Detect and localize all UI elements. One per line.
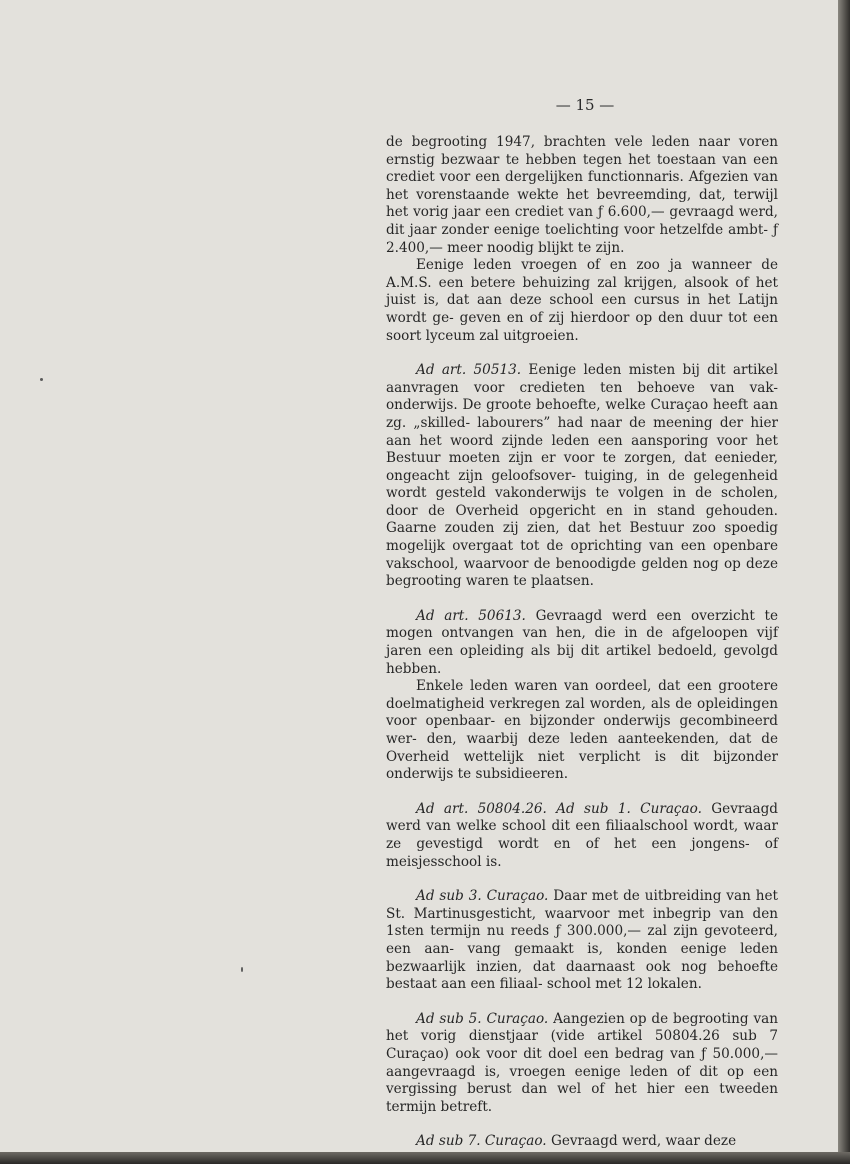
paragraph-begrooting-1947 — [386, 134, 778, 257]
paragraph-text: Gevraagd werd van welke school dit een filiaalschool wordt, waar ze gevestigd wordt en of het een jongens- of meisjesschool is. — [386, 800, 778, 870]
paragraph-sub3 — [386, 888, 778, 994]
paragraph-art-50513 — [386, 362, 778, 591]
scan-edge-right — [838, 0, 850, 1164]
body-text — [386, 134, 778, 1151]
paragraph-ams — [386, 257, 778, 345]
paragraph-art-50613 — [386, 608, 778, 678]
article-reference: Ad art. 50613. — [416, 607, 526, 624]
page-number: — 15 — — [555, 96, 615, 114]
paragraph-enkele-leden — [386, 678, 778, 784]
paper-speck — [40, 378, 43, 381]
paragraph-text: Eenige leden vroegen of en zoo ja wanneer de A.M.S. een betere behuizing zal krijgen, alsook of het juist is, dat aan deze school een cursus in het Latijn wordt ge- geven en of zij hierdoor op den duur tot een soort lyceum zal uitgroeien. — [386, 257, 778, 344]
article-reference: Ad sub 5. Curaçao. — [416, 1010, 549, 1027]
paper-speck — [241, 967, 243, 972]
paragraph-sub5 — [386, 1011, 778, 1117]
paragraph-text: Enkele leden waren van oordeel, dat een grootere doelmatigheid verkregen zal worden, als de opleidingen voor openbaar- en bijzonder onderwijs gecombineerd wer- den, waarbij deze leden aanteekenden, dat de Overheid wettelijk niet verplicht is dit bijzonder onderwijs te subsidieeren. — [386, 678, 778, 783]
paragraph-text: Eenige leden misten bij dit artikel aanvragen voor credieten ten behoeve van vak-onderwijs. De groote behoefte, welke Curaçao heeft aan zg. „skilled- labourers” had naar de meening der hier aan het woord zijnde leden een aansporing voor het Bestuur moeten zijn er voor te zorgen, dat eenieder, ongeacht zijn geloofsover- tuiging, in de gelegenheid wordt gesteld vakonderwijs te volgen in de scholen, door de Overheid opgericht en in stand gehouden. Gaarne zouden zij zien, dat het Bestuur zoo spoedig mogelijk overgaat tot de oprichting van een openbare vakschool, waarvoor de benoodigde gelden nog op deze begrooting waren te plaatsen. — [386, 362, 778, 590]
paragraph-art-50804-sub1 — [386, 801, 778, 871]
article-reference: Ad art. 50513. — [416, 362, 522, 379]
paragraph-text: Gevraagd werd een overzicht te mogen ontvangen van hen, die in de afgeloopen vijf jaren een opleiding als bij dit artikel bedoeld, gevolgd hebben. — [386, 607, 778, 677]
paragraph-text: Daar met de uitbreiding van het St. Martinusgesticht, waarvoor met inbegrip van den 1sten termijn nu reeds ƒ 300.000,— zal zijn gevoteerd, een aan- vang gemaakt is, konden eenige leden bezwaarlijk inzien, dat daarnaast ook nog behoefte bestaat aan een filiaal- school met 12 lokalen. — [386, 888, 778, 993]
paragraph-sub7 — [386, 1133, 778, 1151]
scan-edge-bottom — [0, 1152, 850, 1164]
paragraph-text: Gevraagd werd, waar deze — [550, 1133, 737, 1150]
paragraph-text: Aangezien op de begrooting van het vorig dienstjaar (vide artikel 50804.26 sub 7 Curaçao) ook voor dit doel een bedrag van ƒ 50.000,— aangevraagd is, vroegen eenige leden of dit op een vergissing berust dan wel of het hier een tweeden termijn betreft. — [386, 1010, 778, 1115]
article-reference: Ad art. 50804.26. Ad sub 1. Curaçao. — [416, 800, 702, 817]
article-reference: Ad sub 7. Curaçao. — [416, 1133, 547, 1150]
paragraph-text: de begrooting 1947, brachten vele leden naar voren ernstig bezwaar te hebben tegen het toestaan van een crediet voor een dergelijken functionnaris. Afgezien van het vorenstaande wekte het bevreemding, dat, terwijl het vorig jaar een crediet van ƒ 6.600,— gevraagd werd, dit jaar zonder eenige toelichting voor hetzelfde ambt- ƒ 2.400,— meer noodig blijkt te zijn. — [386, 134, 778, 256]
article-reference: Ad sub 3. Curaçao. — [416, 888, 549, 905]
